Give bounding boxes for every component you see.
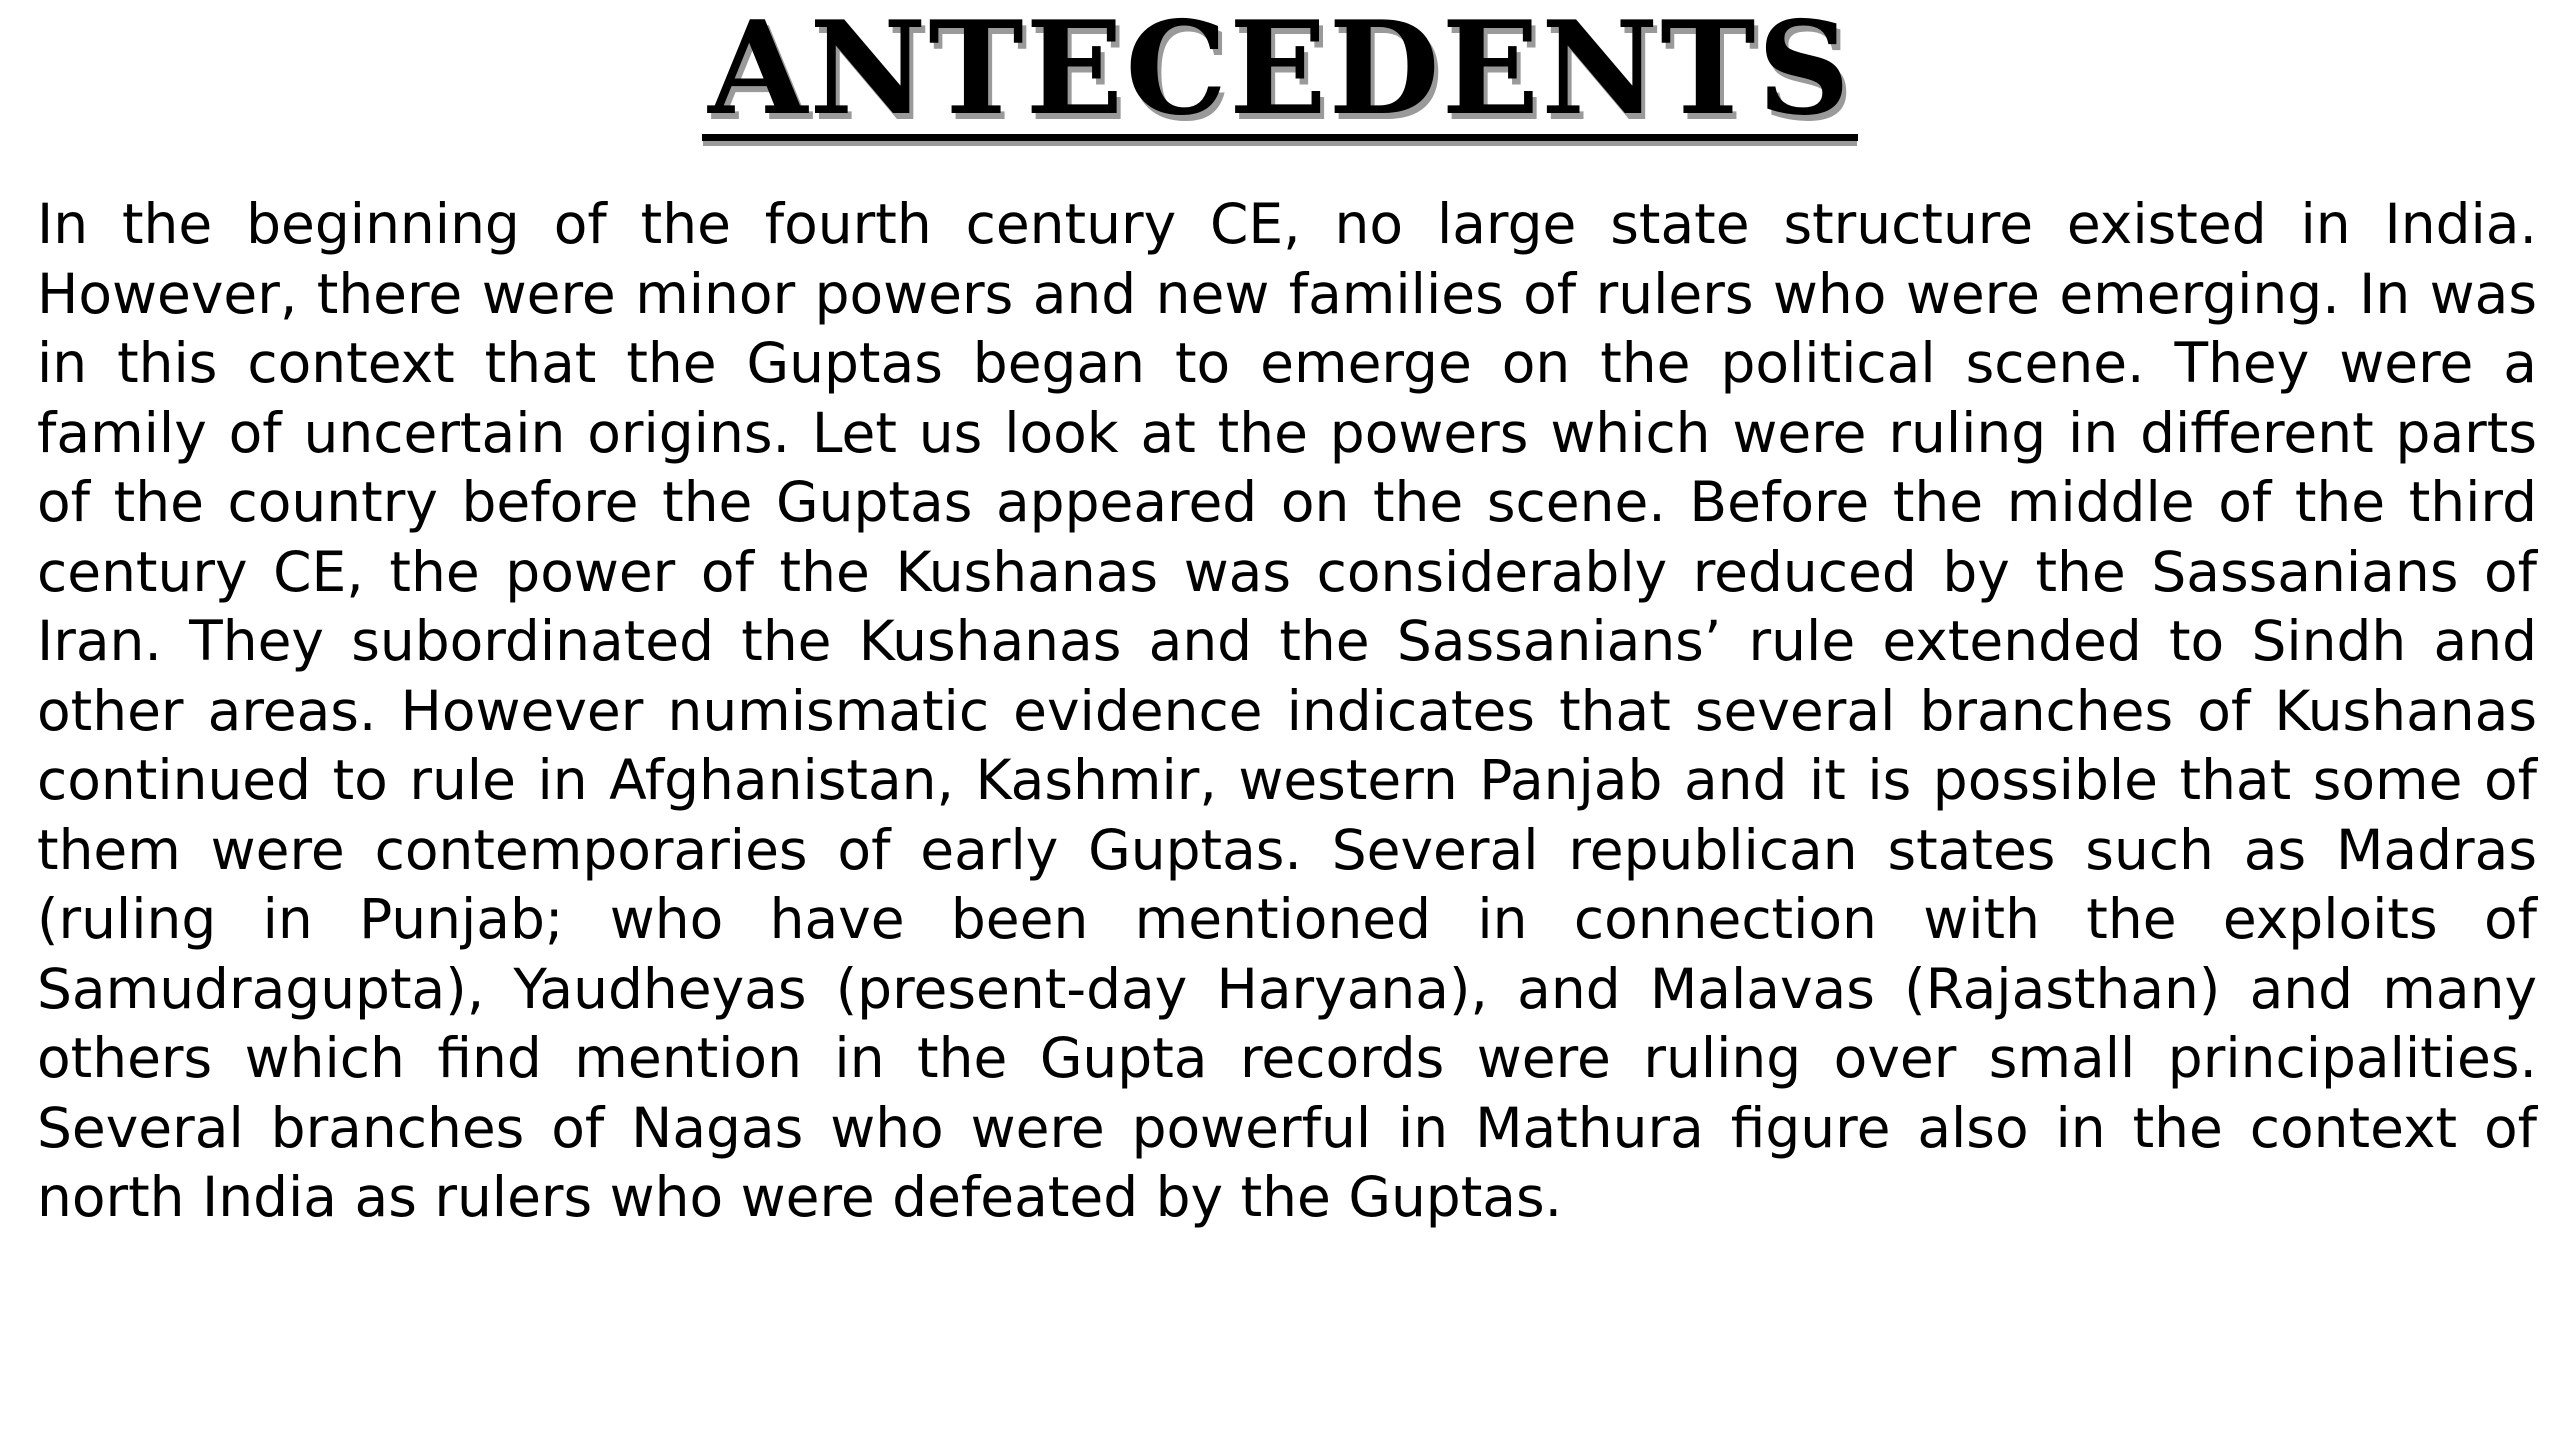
slide-body-text: In the beginning of the fourth century CE, no large state structure existed in India. However, there were minor powers and new families of rulers who were emerging. In was in this context that the Guptas began to emerge on the political scene. They were a family of uncertain origins. Let us look at the powers which were ruling in different parts of the country before the Guptas appeared on the scene. Before the middle of the third century CE, the power of the Kushanas was considerably reduced by the Sassanians of Iran. They subordinated the Kushanas and the Sassanians’ rule extended to Sindh and other areas. However numismatic evidence indicates that several branches of Kushanas continued to rule in Afghanistan, Kashmir, western Panjab and it is possible that some of them were contemporaries of early Guptas. Several republican states such as Madras (ruling in Punjab; who have been mentioned in connection with the exploits of Samudragupta), Yaudheyas (present-day Haryana), and Malavas (Rajasthan) and many others which find mention in the Gupta records were ruling over small principalities. Several branches of Nagas who were powerful in Mathura figure also in the context of north India as rulers who were defeated by the Guptas.: [37, 192, 2537, 1229]
slide-title: ANTECEDENTS: [702, 4, 1858, 141]
title-container: [0, 0, 2560, 160]
